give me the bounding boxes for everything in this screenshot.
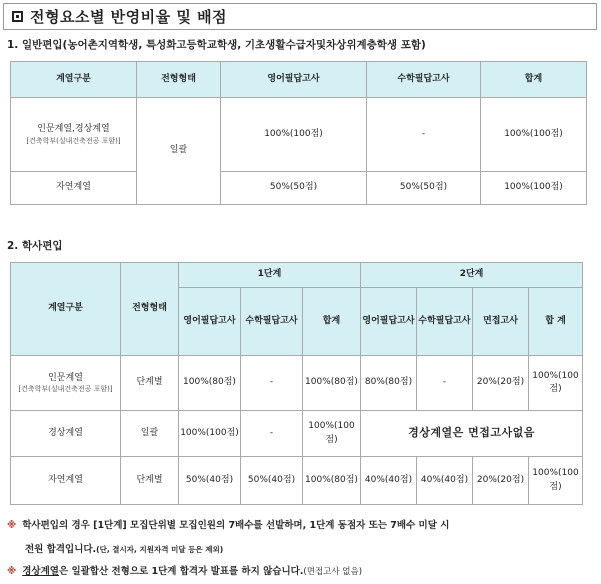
no-interview-note: 경상계열은 면접고사없음: [361, 411, 583, 457]
general-transfer-table: [10, 61, 587, 205]
table-row: [11, 356, 583, 411]
header-english: 영어필답고사: [221, 62, 367, 98]
category-cell: 자연계열: [11, 172, 137, 205]
header-stage1: 1단계: [179, 263, 361, 288]
note1-line2: 전원 합격입니다.: [25, 544, 97, 555]
note-mark: ※: [7, 566, 17, 577]
header-s1-english: 영어필답고사: [179, 288, 241, 356]
page-title: 전형요소별 반영비율 및 배점: [30, 8, 228, 26]
header-type: 전형형태: [137, 62, 221, 98]
category-sub-label: [건축학부(실내건축전공 포함)]: [26, 136, 121, 145]
s1-english-cell: 50%(40점): [179, 457, 241, 505]
header-type: 전형형태: [121, 263, 179, 356]
section2-heading: 2. 학사편입: [7, 240, 63, 252]
s2-math-cell: 40%(40점): [417, 457, 473, 505]
category-label: 인문계열: [48, 372, 83, 383]
header-s2-interview: 면접고사: [473, 288, 529, 356]
header-total: 합계: [481, 62, 587, 98]
square-bullet-icon: [12, 11, 23, 22]
category-cell: [11, 98, 137, 172]
category-sub-label: [건축학부(실내건축전공 포함)]: [18, 385, 113, 394]
s1-english-cell: 100%(100점): [179, 411, 241, 457]
s1-math-cell: -: [241, 411, 303, 457]
bachelor-transfer-table: [10, 262, 583, 505]
s1-math-cell: 50%(40점): [241, 457, 303, 505]
header-math: 수학필답고사: [367, 62, 481, 98]
header-s1-math: 수학필답고사: [241, 288, 303, 356]
note2-small: (면접고사 없음): [303, 567, 363, 577]
header-stage2: 2단계: [361, 263, 583, 288]
category-cell: [11, 356, 121, 411]
header-category: 계열구분: [11, 263, 121, 356]
s2-interview-cell: 20%(20점): [473, 457, 529, 505]
table-row: [11, 411, 583, 457]
header-category: 계열구분: [11, 62, 137, 98]
s1-total-cell: 100%(100점): [303, 411, 361, 457]
math-cell: -: [367, 98, 481, 172]
s2-interview-cell: 20%(20점): [473, 356, 529, 411]
note2-underlined: 경상계열: [22, 566, 59, 577]
note-stage1-selection: [7, 517, 449, 531]
s1-math-cell: -: [241, 356, 303, 411]
header-s2-total: 합 계: [529, 288, 583, 356]
note-business-track: [7, 563, 362, 577]
category-label: 인문계열,경상계열: [37, 124, 110, 135]
table-row: [11, 98, 587, 172]
type-cell: 일괄: [137, 98, 221, 205]
header-s1-total: 합계: [303, 288, 361, 356]
table-row: [11, 457, 583, 505]
note-stage1-selection-cont: [25, 541, 223, 555]
s2-math-cell: -: [417, 356, 473, 411]
category-cell: 경상계열: [11, 411, 121, 457]
category-cell: 자연계열: [11, 457, 121, 505]
table-header-row: [11, 62, 587, 98]
s1-english-cell: 100%(80점): [179, 356, 241, 411]
type-cell: 단계별: [121, 457, 179, 505]
s2-english-cell: 80%(80점): [361, 356, 417, 411]
section1-heading: 1. 일반편입(농어촌지역학생, 특성화고등학교학생, 기초생활수급자및차상위계층학생 포함): [7, 39, 426, 51]
s1-total-cell: 100%(80점): [303, 356, 361, 411]
note-mark: ※: [7, 520, 17, 531]
total-cell: 100%(100점): [481, 98, 587, 172]
type-cell: 일괄: [121, 411, 179, 457]
total-cell: 100%(100점): [481, 172, 587, 205]
english-cell: 100%(100점): [221, 98, 367, 172]
english-cell: 50%(50점): [221, 172, 367, 205]
header-s2-math: 수학필답고사: [417, 288, 473, 356]
note2-text: 은 일괄합산 전형으로 1단계 합격자 발표를 하지 않습니다.: [58, 566, 304, 577]
header-s2-english: 영어필답고사: [361, 288, 417, 356]
type-cell: 단계별: [121, 356, 179, 411]
table-header-row: [11, 263, 583, 288]
s2-total-cell: 100%(100점): [529, 356, 583, 411]
note1-small: (단, 결시자, 지원자격 미달 등은 제외): [96, 545, 224, 554]
page-title-box: [3, 3, 597, 30]
table-row: [11, 172, 587, 205]
math-cell: 50%(50점): [367, 172, 481, 205]
note1-line1: 학사편입의 경우 [1단계] 모집단위별 모집인원의 7배수를 선발하며, 1단계 동점자 또는 7배수 미달 시: [22, 520, 450, 531]
s2-english-cell: 40%(40점): [361, 457, 417, 505]
s1-total-cell: 100%(80점): [303, 457, 361, 505]
s2-total-cell: 100%(100점): [529, 457, 583, 505]
